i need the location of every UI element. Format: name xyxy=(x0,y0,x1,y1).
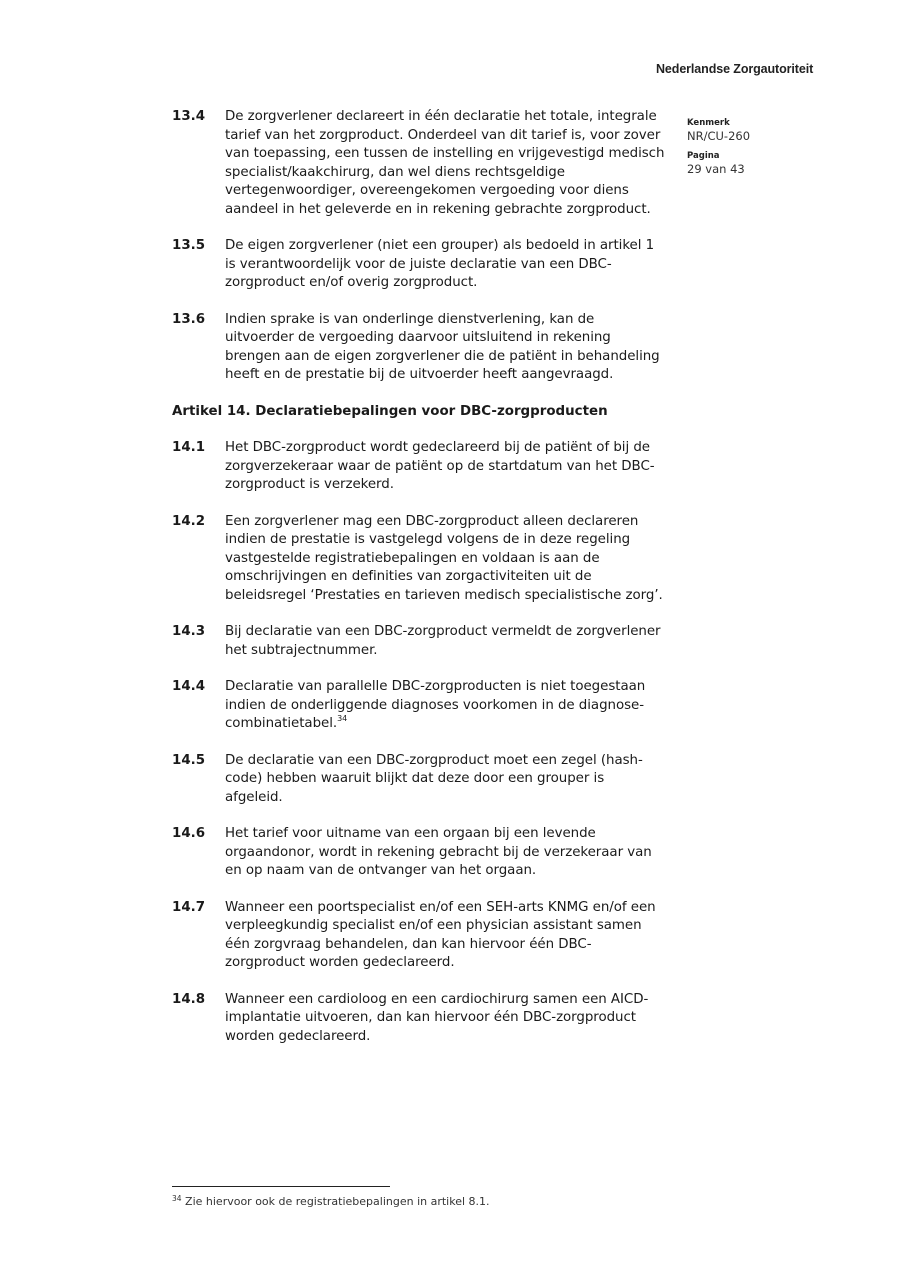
paragraph-number: 14.8 xyxy=(172,991,206,1007)
paragraph-number: 14.2 xyxy=(172,513,206,529)
document-meta xyxy=(687,117,807,183)
paragraph-number: 14.1 xyxy=(172,440,206,455)
paragraph-number: 14.4 xyxy=(172,679,206,694)
paragraph-text: Wanneer een cardioloog en een cardiochirurg samen een AICD- implantatie uitvoeren, dan kan hiervoor één DBC-zorgproduct worden gedeclareerd. xyxy=(225,991,649,1044)
organization-name: Nederlandse Zorgautoriteit xyxy=(656,62,814,76)
footnote-divider xyxy=(172,1186,390,1187)
paragraph-text: De eigen zorgverlener (niet een grouper) als bedoeld in artikel 1 is verantwoordelijk voor de juiste declaratie van een DBC- zorgproduct en/of overig zorgproduct. xyxy=(225,238,655,290)
footnote-text: Zie hiervoor ook de registratiebepalingen in artikel 8.1. xyxy=(181,1195,490,1208)
paragraph-number: 13.4 xyxy=(172,109,206,124)
footnote xyxy=(172,1195,490,1209)
paragraph-number: 13.5 xyxy=(172,238,206,253)
paragraph-14-5 xyxy=(172,752,682,808)
footnote-reference[interactable]: 34 xyxy=(337,714,348,723)
paragraph-number: 14.6 xyxy=(172,826,206,841)
kenmerk-value: NR/CU-260 xyxy=(687,129,751,143)
paragraph-13-4 xyxy=(172,108,682,219)
paragraph-14-1 xyxy=(172,439,682,495)
paragraph-text: Een zorgverlener mag een DBC-zorgproduct alleen declareren indien de prestatie is vastgelegd volgens de in deze regeling vastgestelde registratiebepalingen en voldaan is aan de omschrijvingen en definities van zorgactiviteiten uit de beleidsregel ‘Prestaties en tarieven medisch specialistische zorg’. xyxy=(225,513,663,603)
paragraph-number: 14.5 xyxy=(172,752,206,768)
paragraph-text: De zorgverlener declareert in één declaratie het totale, integrale tarief van het zorgproduct. Onderdeel van dit tarief is, voor zover van toepassing, een tussen de instelling en vrijgevestigd medisch specialist/kaakchirurg, dan wel diens rechtsgeldige vertegenwoordiger, overeengekomen vergoeding voor diens aandeel in het geleverde en in rekening gebrachte zorgproduct. xyxy=(225,109,665,217)
paragraph-text: Het tarief voor uitname van een orgaan bij een levende orgaandonor, wordt in rekening gebracht bij de verzekeraar van en op naam van de ontvanger van het orgaan. xyxy=(225,826,652,878)
paragraph-number: 14.3 xyxy=(172,624,206,639)
paragraph-text xyxy=(225,678,682,734)
paragraph-14-3 xyxy=(172,623,682,660)
paragraph-text: Wanneer een poortspecialist en/of een SEH-arts KNMG en/of een verpleegkundig specialist en/of een physician assistant samen één zorgvraag behandelen, dan kan hiervoor één DBC- zorgproduct worden gedeclareerd. xyxy=(225,899,656,970)
paragraph-13-6 xyxy=(172,311,682,385)
footnote-number: 34 xyxy=(172,1194,182,1203)
article-heading: Artikel 14. Declaratiebepalingen voor DBC-zorgproducten xyxy=(172,403,608,419)
paragraph-14-6 xyxy=(172,825,682,881)
paragraph-number: 14.7 xyxy=(172,899,206,915)
paragraph-text: Indien sprake is van onderlinge dienstverlening, kan de uitvoerder de vergoeding daarvoor uitsluitend in rekening brengen aan de eigen zorgverlener die de patiënt in behandeling heeft en de prestatie bij de uitvoerder heeft aangevraagd. xyxy=(225,311,660,382)
paragraph-13-5 xyxy=(172,237,682,293)
document-body xyxy=(172,108,682,1064)
paragraph-body: Declaratie van parallelle DBC-zorgproducten is niet toegestaan indien de onderliggende diagnoses voorkomen in de diagnose- combinatietabel. xyxy=(225,679,646,731)
pagina-label: Pagina xyxy=(687,151,720,161)
paragraph-text: Bij declaratie van een DBC-zorgproduct vermeldt de zorgverlener het subtrajectnummer. xyxy=(225,624,661,658)
paragraph-14-8 xyxy=(172,991,682,1047)
paragraph-number: 13.6 xyxy=(172,311,206,327)
paragraph-text: Het DBC-zorgproduct wordt gedeclareerd bij de patiënt of bij de zorgverzekeraar waar de patiënt op de startdatum van het DBC- zorgproduct is verzekerd. xyxy=(225,440,655,492)
pagina-value: 29 van 43 xyxy=(687,162,745,176)
paragraph-14-7 xyxy=(172,899,682,973)
paragraph-14-4 xyxy=(172,678,682,734)
paragraph-14-2 xyxy=(172,513,682,606)
kenmerk-label: Kenmerk xyxy=(687,118,730,128)
paragraph-text: De declaratie van een DBC-zorgproduct moet een zegel (hash- code) hebben waaruit blijkt dat deze door een grouper is afgeleid. xyxy=(225,752,643,805)
